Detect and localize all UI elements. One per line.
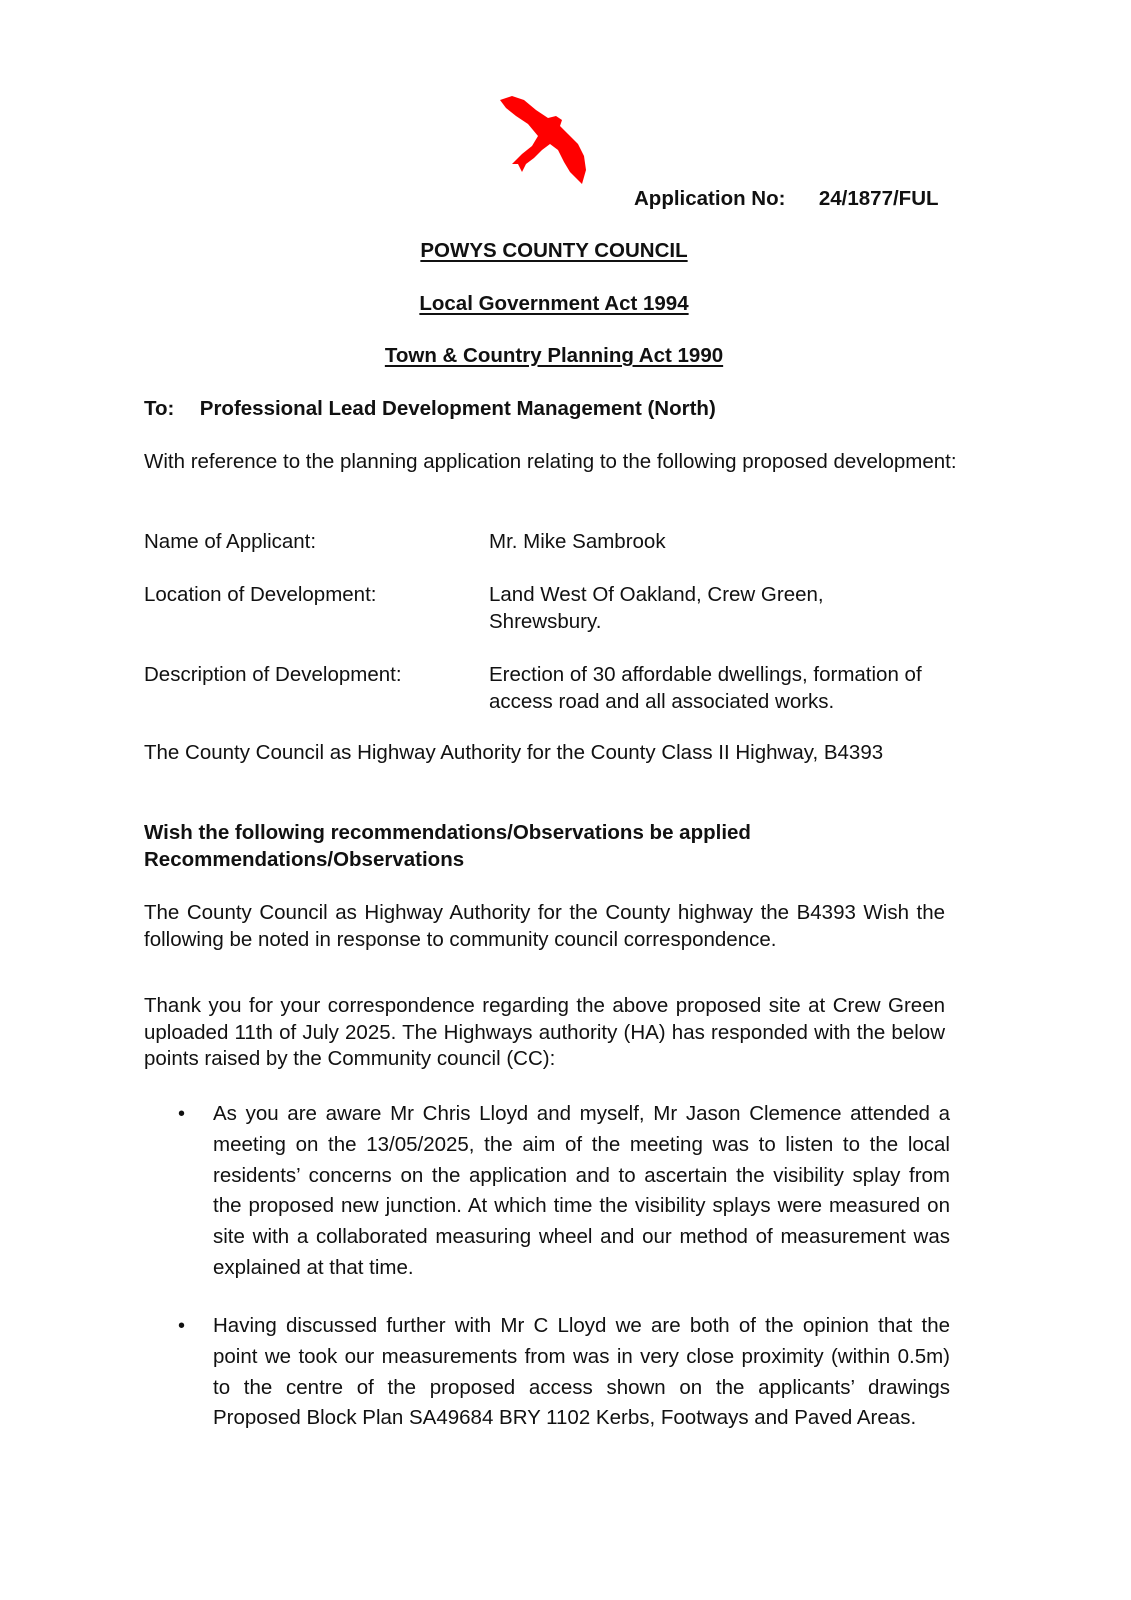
field-location: [0, 582, 1131, 638]
bullet-item: As you are aware Mr Chris Lloyd and myself, Mr Jason Clemence attended a meeting on the 13/05/2025, the aim of the meeting was to listen to the local residents’ concerns on the application and to ascertain the visibility splay from the proposed new junction. At which time the visibility splays were measured on site with a collaborated measuring wheel and our method of measurement was explained at that time.: [213, 1102, 950, 1279]
field-label: Description of Development:: [144, 663, 402, 686]
field-value: Land West Of Oakland, Crew Green, Shrewsbury.: [489, 583, 824, 633]
application-number-line: [634, 186, 939, 213]
red-kite-logo-icon: [498, 92, 598, 187]
bullet-icon: •: [178, 1315, 186, 1337]
council-title: POWYS COUNTY COUNCIL: [420, 239, 688, 262]
to-label: To:: [144, 397, 175, 420]
application-label: Application No:: [634, 187, 786, 210]
bullet-item: Having discussed further with Mr C Lloyd we are both of the opinion that the point we took our measurements from was in very close proximity (within 0.5m) to the centre of the proposed access shown on the applicants’ drawings Proposed Block Plan SA49684 BRY 1102 Kerbs, Footways and Paved Areas.: [213, 1314, 950, 1430]
application-number: 24/1877/FUL: [818, 187, 939, 210]
recommendations-heading: [144, 820, 751, 873]
recipient: Professional Lead Development Management (North): [199, 397, 716, 420]
field-applicant: [0, 529, 1131, 559]
field-value: Mr. Mike Sambrook: [489, 530, 666, 553]
authority-paragraph: The County Council as Highway Authority for the County Class II Highway, B4393: [144, 741, 884, 764]
heading-line: Wish the following recommendations/Observations be applied: [144, 821, 751, 844]
act-title-1994: Local Government Act 1994: [419, 292, 689, 315]
bullet-icon: •: [178, 1103, 186, 1125]
thank-you-paragraph: Thank you for your correspondence regarding the above proposed site at Crew Green uploaded 11th of July 2025. The Highways authority (HA) has responded with the below points raised by the Community council (CC):: [144, 994, 945, 1070]
field-value: Erection of 30 affordable dwellings, formation of access road and all associated works.: [489, 663, 922, 713]
field-label: Location of Development:: [144, 583, 377, 606]
to-line: [144, 396, 716, 423]
response-paragraph: The County Council as Highway Authority for the County highway the B4393 Wish the following be noted in response to community council correspondence.: [144, 901, 945, 951]
field-description: [0, 662, 1131, 718]
act-title-1990: Town & Country Planning Act 1990: [384, 344, 724, 367]
field-label: Name of Applicant:: [144, 530, 317, 553]
heading-line: Recommendations/Observations: [144, 847, 465, 871]
intro-paragraph: With reference to the planning application relating to the following proposed development:: [144, 450, 957, 473]
